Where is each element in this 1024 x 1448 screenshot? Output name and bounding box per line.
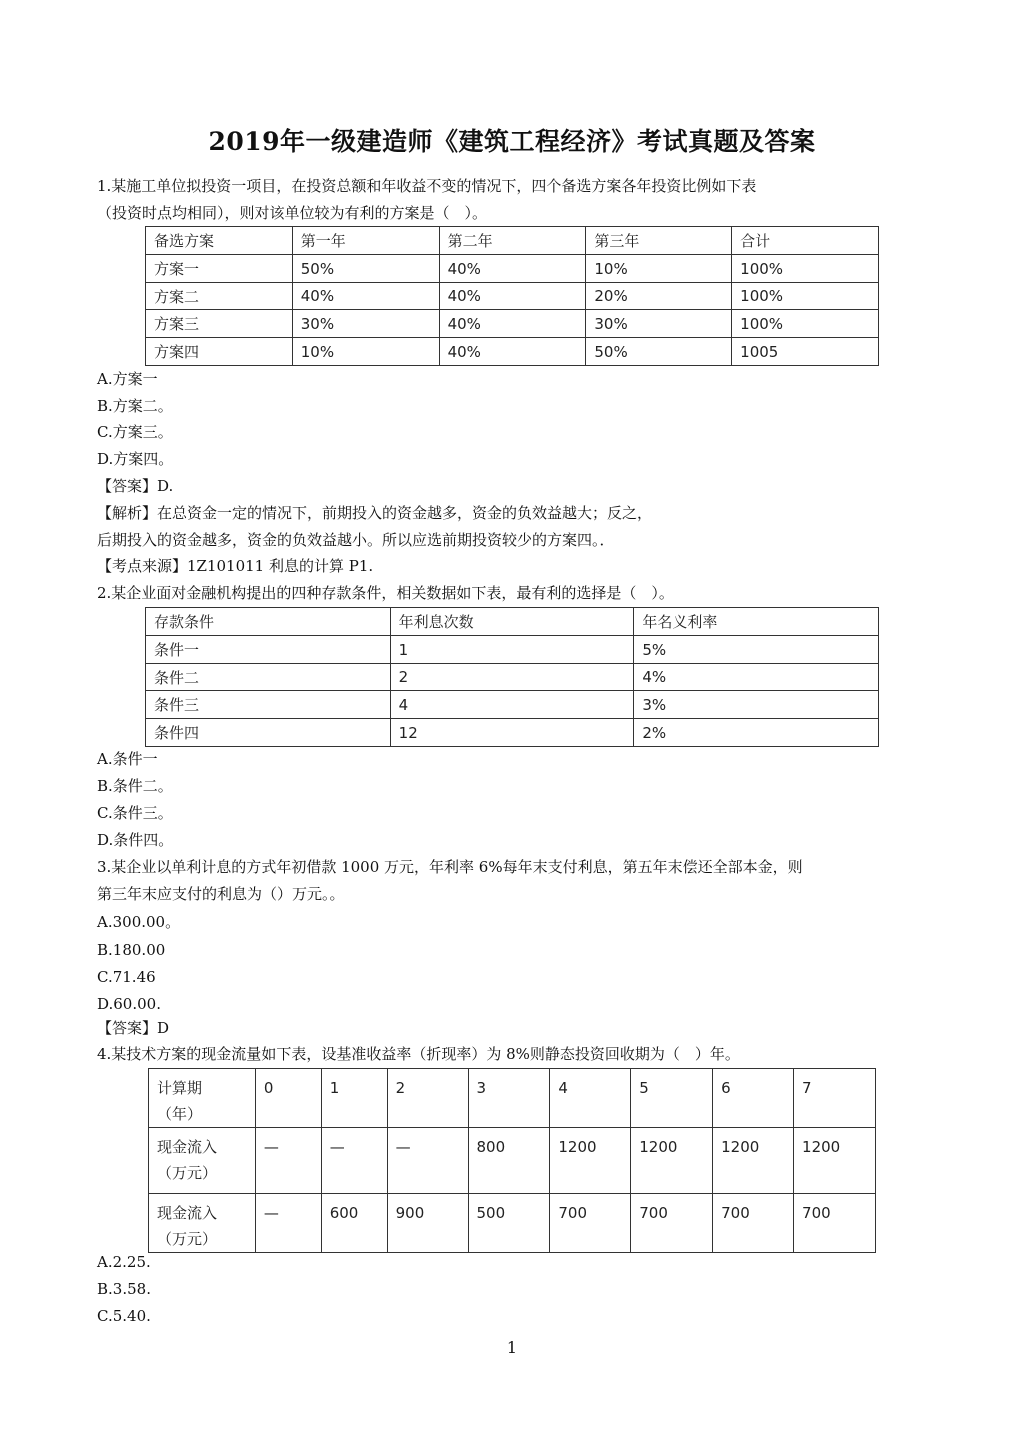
q1-table-header-row xyxy=(146,227,879,255)
q1-analysis-line-2: 后期投入的资金越多，资金的负效益越小。所以应选前期投资较少的方案四。． xyxy=(97,531,615,549)
q3-option-b: B.180.00 xyxy=(97,941,166,959)
q2-option-b: B.条件二。 xyxy=(97,777,173,795)
q4-table xyxy=(148,1068,876,1253)
table-cell: — xyxy=(255,1194,321,1253)
table-cell: 2% xyxy=(634,719,879,747)
table-cell: 700 xyxy=(631,1194,713,1253)
table-cell: 40% xyxy=(439,255,586,283)
table-cell: — xyxy=(387,1128,468,1194)
table-cell: 10% xyxy=(292,338,439,366)
q4-row-label-line1: 计算期 xyxy=(157,1079,203,1097)
q4-row-label-line2: （年） xyxy=(157,1105,203,1123)
q4-table-row-inflow-2 xyxy=(149,1194,876,1253)
q2-header-cell: 存款条件 xyxy=(146,608,391,636)
table-cell: 1200 xyxy=(550,1128,631,1194)
table-cell: 50% xyxy=(292,255,439,283)
q1-option-b: B.方案二。 xyxy=(97,397,173,415)
table-cell: 10% xyxy=(586,255,732,283)
table-cell: 6 xyxy=(713,1069,794,1128)
q4-option-c: C.5.40. xyxy=(97,1307,151,1325)
table-cell: 12 xyxy=(390,719,634,747)
q1-header-cell: 合计 xyxy=(732,227,879,255)
table-cell: 1200 xyxy=(713,1128,794,1194)
table-cell: 条件一 xyxy=(146,636,391,664)
q4-row-label xyxy=(149,1194,256,1253)
q4-stem: 4.某技术方案的现金流量如下表，设基准收益率（折现率）为 8%则静态投资回收期为（ ）年。 xyxy=(97,1045,740,1063)
table-cell: 5% xyxy=(634,636,879,664)
table-cell: 100% xyxy=(732,255,879,283)
table-cell: 30% xyxy=(292,310,439,338)
q1-answer: 【答案】D. xyxy=(97,477,174,495)
table-cell: 5 xyxy=(631,1069,713,1128)
q2-option-d: D.条件四。 xyxy=(97,831,174,849)
table-row xyxy=(146,310,879,338)
table-cell: 500 xyxy=(468,1194,550,1253)
q3-stem-line-1: 3.某企业以单利计息的方式年初借款 1000 万元，年利率 6%每年末支付利息，第五年末偿还全部本金，则 xyxy=(97,858,803,876)
table-cell: 700 xyxy=(794,1194,876,1253)
table-cell: 1 xyxy=(321,1069,387,1128)
table-cell: — xyxy=(321,1128,387,1194)
table-cell: 方案四 xyxy=(146,338,293,366)
q2-table-header-row xyxy=(146,608,879,636)
table-cell: 方案一 xyxy=(146,255,293,283)
table-row xyxy=(146,664,879,691)
q4-row-label xyxy=(149,1128,256,1194)
q1-stem-line-1: 1.某施工单位拟投资一项目，在投资总额和年收益不变的情况下，四个备选方案各年投资比例如下表 xyxy=(97,177,757,195)
table-cell: 条件二 xyxy=(146,664,391,691)
table-cell: 800 xyxy=(468,1128,550,1194)
q1-header-cell: 第一年 xyxy=(292,227,439,255)
table-row xyxy=(146,719,879,747)
table-cell: 1 xyxy=(390,636,634,664)
page-number: 1 xyxy=(506,1338,518,1357)
table-cell: — xyxy=(255,1128,321,1194)
table-cell: 3 xyxy=(468,1069,550,1128)
table-cell: 700 xyxy=(713,1194,794,1253)
q3-option-a: A.300.00。 xyxy=(97,913,181,931)
q4-table-row-inflow xyxy=(149,1128,876,1194)
table-cell: 4 xyxy=(550,1069,631,1128)
q3-option-d: D.60.00. xyxy=(97,995,161,1013)
q1-option-a: A.方案一 xyxy=(97,370,158,388)
q2-option-c: C.条件三。 xyxy=(97,804,173,822)
q1-source: 【考点来源】1Z101011 利息的计算 P1. xyxy=(97,557,374,575)
table-cell: 4 xyxy=(390,691,634,719)
q1-header-cell: 备选方案 xyxy=(146,227,293,255)
q4-row-label xyxy=(149,1069,256,1128)
table-cell: 40% xyxy=(292,283,439,310)
table-cell: 20% xyxy=(586,283,732,310)
table-cell: 2 xyxy=(387,1069,468,1128)
q1-option-c: C.方案三。 xyxy=(97,423,173,441)
table-cell: 100% xyxy=(732,283,879,310)
q2-stem: 2.某企业面对金融机构提出的四种存款条件，相关数据如下表，最有利的选择是（ ）。 xyxy=(97,584,674,602)
table-cell: 50% xyxy=(586,338,732,366)
table-cell: 方案二 xyxy=(146,283,293,310)
table-row xyxy=(146,338,879,366)
q1-option-d: D.方案四。 xyxy=(97,450,174,468)
q2-table xyxy=(145,607,879,747)
table-cell: 方案三 xyxy=(146,310,293,338)
table-cell: 600 xyxy=(321,1194,387,1253)
page-title: 2019年一级建造师《建筑工程经济》考试真题及答案 xyxy=(208,127,816,156)
q4-option-b: B.3.58. xyxy=(97,1280,151,1298)
table-cell: 900 xyxy=(387,1194,468,1253)
q1-table xyxy=(145,226,879,366)
table-cell: 7 xyxy=(794,1069,876,1128)
table-cell: 1005 xyxy=(732,338,879,366)
table-cell: 40% xyxy=(439,338,586,366)
table-row xyxy=(146,283,879,310)
q2-option-a: A.条件一 xyxy=(97,750,158,768)
table-cell: 2 xyxy=(390,664,634,691)
q4-row-label-line1: 现金流入 xyxy=(157,1138,218,1156)
q3-option-c: C.71.46 xyxy=(97,968,156,986)
q4-row-label-line1: 现金流入 xyxy=(157,1204,218,1222)
table-row xyxy=(146,255,879,283)
q2-header-cell: 年利息次数 xyxy=(390,608,634,636)
table-row xyxy=(146,691,879,719)
table-cell: 3% xyxy=(634,691,879,719)
table-row xyxy=(146,636,879,664)
q2-header-cell: 年名义利率 xyxy=(634,608,879,636)
table-cell: 条件四 xyxy=(146,719,391,747)
table-cell: 100% xyxy=(732,310,879,338)
q1-header-cell: 第二年 xyxy=(439,227,586,255)
table-cell: 4% xyxy=(634,664,879,691)
q1-analysis-line-1: 【解析】在总资金一定的情况下，前期投入的资金越多，资金的负效益越大；反之， xyxy=(97,504,653,522)
q4-row-label-line2: （万元） xyxy=(157,1230,218,1248)
table-cell: 0 xyxy=(255,1069,321,1128)
q1-stem-line-2: （投资时点均相同），则对该单位较为有利的方案是（ ）。 xyxy=(97,204,488,222)
table-cell: 30% xyxy=(586,310,732,338)
table-cell: 700 xyxy=(550,1194,631,1253)
table-cell: 40% xyxy=(439,310,586,338)
q4-table-row-period xyxy=(149,1069,876,1128)
q1-header-cell: 第三年 xyxy=(586,227,732,255)
table-cell: 40% xyxy=(439,283,586,310)
table-cell: 1200 xyxy=(794,1128,876,1194)
q4-option-a: A.2.25. xyxy=(97,1253,151,1271)
q3-stem-line-2: 第三年末应支付的利息为（）万元。。 xyxy=(97,885,345,903)
table-cell: 条件三 xyxy=(146,691,391,719)
table-cell: 1200 xyxy=(631,1128,713,1194)
q4-row-label-line2: （万元） xyxy=(157,1164,218,1182)
q3-answer: 【答案】D xyxy=(97,1019,170,1037)
